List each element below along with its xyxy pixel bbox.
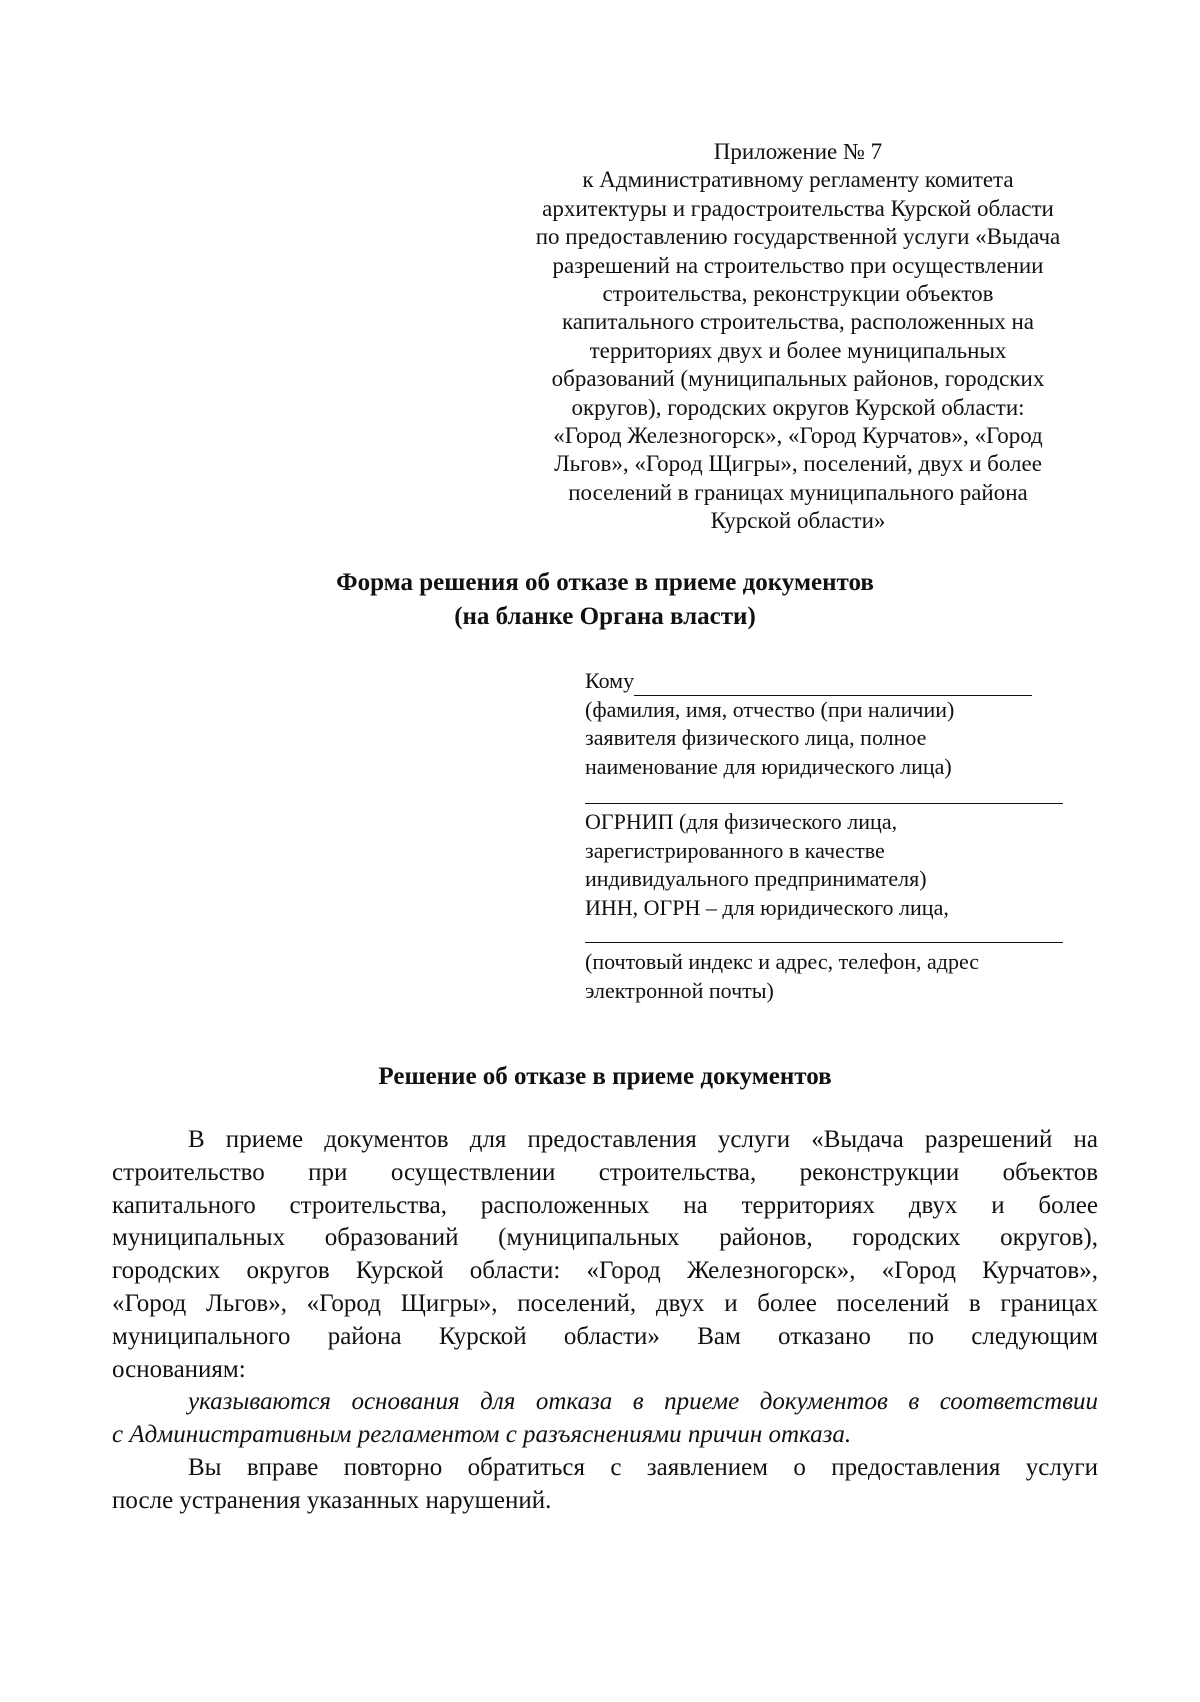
- recipient-address-block: [585, 948, 1065, 1005]
- body-line: муниципальных образований (муниципальных районов, городских округов),: [112, 1224, 1098, 1252]
- address-hint: (почтовый индекс и адрес, телефон, адрес: [585, 949, 980, 974]
- form-title-line-1: Форма решения об отказе в приеме документов: [336, 569, 874, 596]
- decision-title: Решение об отказе в приеме документов: [378, 1063, 832, 1090]
- form-title: [200, 566, 1010, 634]
- body-line: основаниям:: [112, 1355, 246, 1383]
- appendix-line: строительства, реконструкции объектов: [602, 281, 994, 307]
- appendix-line: «Город Железногорск», «Город Курчатов», «Город: [553, 423, 1043, 449]
- recipient-name-field[interactable]: [634, 673, 1032, 696]
- appendix-line: округов), городских округов Курской области:: [571, 394, 1025, 420]
- recipient-name-hint: заявителя физического лица, полное: [585, 725, 927, 750]
- recipient-name-hint: (фамилия, имя, отчество (при наличии): [585, 696, 955, 722]
- ogrn-hint: зарегистрированного в качестве: [585, 837, 885, 863]
- body-line: после устранения указанных нарушений.: [112, 1486, 552, 1514]
- body-line: городских округов Курской области: «Город Железногорск», «Город Курчатов»,: [112, 1257, 1098, 1285]
- body-italic-line: с Административным регламентом с разъяснениями причин отказа.: [112, 1421, 852, 1449]
- appendix-line: поселений в границах муниципального района: [568, 479, 1028, 505]
- recipient-name-row: [585, 667, 1065, 696]
- appendix-line: территориях двух и более муниципальных: [589, 337, 1007, 363]
- ogrn-hint: ИНН, ОГРН – для юридического лица,: [585, 894, 949, 920]
- ogrn-hint: ОГРНИП (для физического лица,: [585, 809, 898, 834]
- ogrn-hint: индивидуального предпринимателя): [585, 866, 927, 891]
- appendix-line: архитектуры и градостроительства Курской области: [542, 195, 1054, 221]
- recipient-block: [585, 667, 1065, 781]
- appendix-line: капитального строительства, расположенных на: [561, 309, 1035, 335]
- appendix-line: разрешений на строительство при осуществлении: [552, 252, 1044, 278]
- body-italic-line: указываются основания для отказа в приеме документов в соответствии: [188, 1388, 1098, 1416]
- body-line: В приеме документов для предоставления услуги «Выдача разрешений на: [188, 1126, 1098, 1153]
- appendix-line: к Административному регламенту комитета: [582, 167, 1014, 193]
- appendix-line: по предоставлению государственной услуги «Выдача: [535, 224, 1061, 250]
- recipient-address-field[interactable]: [585, 942, 1063, 943]
- body-line: муниципального района Курской области» Вам отказано по следующим: [112, 1322, 1098, 1350]
- recipient-ogrn-field[interactable]: [585, 803, 1063, 804]
- decision-body: [112, 1124, 1098, 1518]
- appendix-header: [520, 138, 1076, 536]
- appendix-line: Льгов», «Город Щигры», поселений, двух и более: [554, 451, 1042, 477]
- komu-label: Кому: [585, 668, 635, 693]
- body-line: Вы вправе повторно обратиться с заявлением о предоставления услуги: [188, 1453, 1098, 1481]
- form-title-line-2: (на бланке Органа власти): [454, 603, 756, 630]
- appendix-line: Курской области»: [710, 508, 886, 534]
- body-line: строительство при осуществлении строительства, реконструкции объектов: [112, 1158, 1098, 1186]
- appendix-line: Приложение № 7: [713, 139, 883, 164]
- appendix-line: образований (муниципальных районов, городских: [551, 366, 1045, 392]
- body-line: капитального строительства, расположенных на территориях двух и более: [112, 1191, 1098, 1219]
- recipient-name-hint: наименование для юридического лица): [585, 753, 952, 779]
- address-hint: электронной почты): [585, 977, 774, 1003]
- body-line: «Город Льгов», «Город Щигры», поселений, двух и более поселений в границах: [112, 1289, 1098, 1317]
- recipient-ogrn-block: [585, 808, 1065, 922]
